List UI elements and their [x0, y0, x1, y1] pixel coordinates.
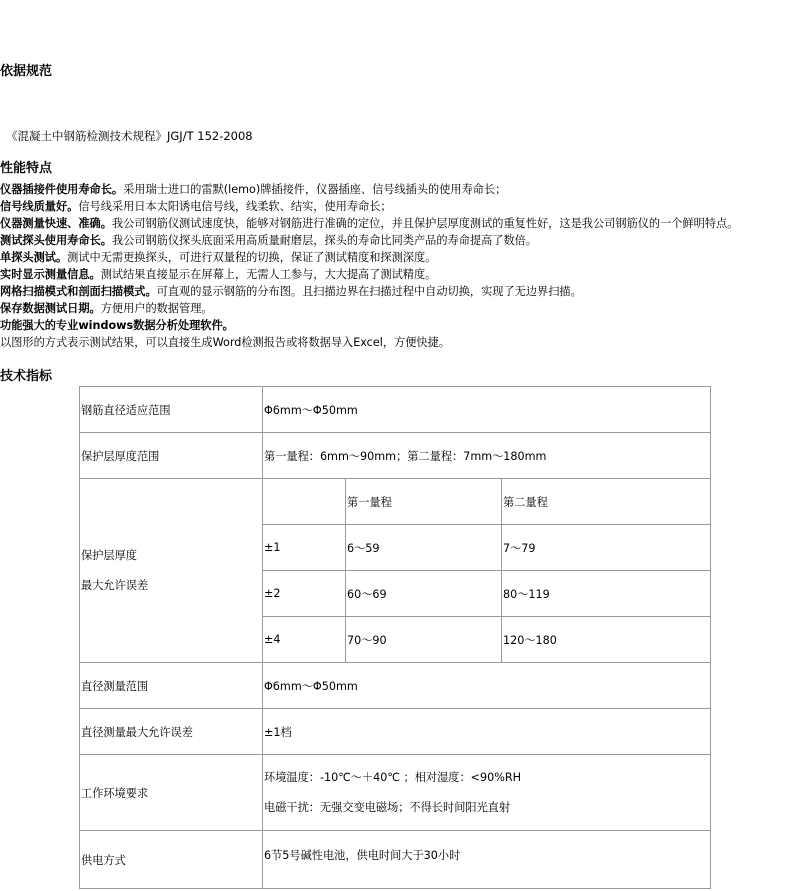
section-basis-heading: 依据规范 [0, 64, 53, 79]
table-row [80, 479, 711, 525]
spec-value: 第一量程：6mm～90mm；第二量程：7mm～180mm [263, 433, 711, 479]
standard-reference: 《混凝土中钢筋检测技术规程》JGJ/T 152-2008 [6, 129, 253, 143]
feature-item: 功能强大的专业windows数据分析处理软件。 [0, 319, 234, 332]
spec-table [79, 386, 711, 889]
spec-value-environment [263, 755, 711, 831]
subheader-cell [263, 479, 346, 525]
feature-item: 测试探头使用寿命长。我公司钢筋仪探头底面采用高质量耐磨层，探头的寿命比同类产品的寿命提高了数倍。 [0, 234, 538, 247]
spec-value: ±1档 [263, 709, 711, 755]
range1-cell: 6～59 [346, 525, 502, 571]
spec-label-cover-error [80, 479, 263, 663]
spec-value: Φ6mm～Φ50mm [263, 387, 711, 433]
feature-item: 仪器测量快速、准确。我公司钢筋仪测试速度快，能够对钢筋进行准确的定位，并且保护层厚度测试的重复性好，这是我公司钢筋仪的一个鲜明特点。 [0, 217, 739, 230]
feature-item: 保存数据测试日期。方便用户的数据管理。 [0, 302, 213, 315]
spec-label: 直径测量最大允许误差 [80, 709, 263, 755]
spec-label: 保护层厚度范围 [80, 433, 263, 479]
range1-cell: 60～69 [346, 571, 502, 617]
error-cell: ±2 [263, 571, 346, 617]
table-row [80, 433, 711, 479]
feature-item: 仪器插接件使用寿命长。采用瑞士进口的雷默(lemo)牌插接件，仪器插座、信号线插头的使用寿命长； [0, 183, 507, 196]
section-specs-heading: 技术指标 [0, 369, 53, 384]
table-row [80, 663, 711, 709]
feature-item: 实时显示测量信息。测试结果直接显示在屏幕上，无需人工参与，大大提高了测试精度。 [0, 268, 437, 281]
spec-label: 工作环境要求 [80, 755, 263, 831]
range1-cell: 70～90 [346, 617, 502, 663]
feature-item: 信号线质量好。信号线采用日本太阳诱电信号线，线柔软、结实，使用寿命长； [0, 200, 392, 213]
spec-label: 供电方式 [80, 831, 263, 889]
spec-value: Φ6mm～Φ50mm [263, 663, 711, 709]
range2-cell: 80～119 [502, 571, 711, 617]
spec-label: 钢筋直径适应范围 [80, 387, 263, 433]
spec-value: 6节5号碱性电池，供电时间大于30小时 [263, 831, 711, 889]
section-features-heading: 性能特点 [0, 161, 53, 176]
env-interference: 电磁干扰：无强交变电磁场；不得长时间阳光直射 [264, 801, 511, 814]
range2-cell: 120～180 [502, 617, 711, 663]
range2-cell: 7～79 [502, 525, 711, 571]
table-row [80, 755, 711, 831]
error-cell: ±1 [263, 525, 346, 571]
cover-error-label-line2: 最大允许误差 [81, 579, 149, 592]
cover-error-label-line1: 保护层厚度 [81, 549, 137, 562]
table-row [80, 831, 711, 889]
env-temperature: 环境温度：-10℃～＋40℃ ；相对湿度：<90%RH [264, 771, 522, 784]
feature-item: 以图形的方式表示测试结果，可以直接生成Word检测报告或将数据导入Excel，方便快捷。 [0, 336, 450, 349]
subheader-cell: 第二量程 [502, 479, 711, 525]
feature-list [0, 181, 778, 351]
error-cell: ±4 [263, 617, 346, 663]
subheader-cell: 第一量程 [346, 479, 502, 525]
table-row [80, 387, 711, 433]
feature-item: 单探头测试。测试中无需更换探头，可进行双量程的切换，保证了测试精度和探测深度。 [0, 251, 437, 264]
feature-item: 网格扫描模式和剖面扫描模式。可直观的显示钢筋的分布图。且扫描边界在扫描过程中自动切换，实现了无边界扫描。 [0, 285, 582, 298]
table-row [80, 709, 711, 755]
spec-label: 直径测量范围 [80, 663, 263, 709]
